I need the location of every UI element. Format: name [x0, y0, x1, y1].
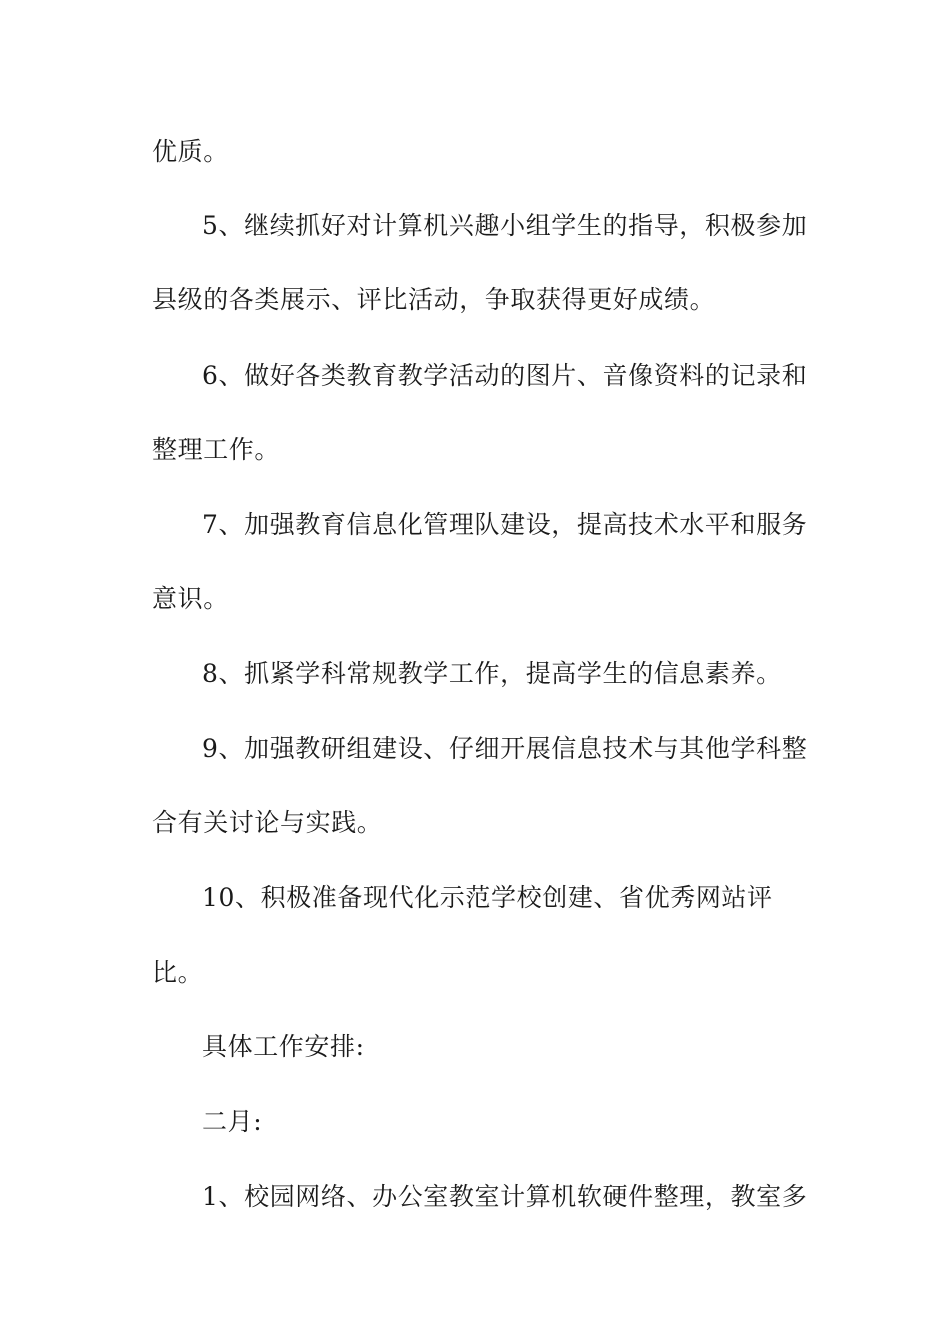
text-line: 意识。 — [152, 584, 229, 613]
subsection-heading: 二月: — [202, 1107, 263, 1136]
text-line: 5、继续抓好对计算机兴趣小组学生的指导，积极参加 — [202, 211, 808, 240]
text-line: 8、抓紧学科常规教学工作，提高学生的信息素养。 — [202, 659, 782, 688]
section-heading: 具体工作安排: — [202, 1032, 365, 1061]
text-line: 合有关讨论与实践。 — [152, 808, 383, 837]
text-line: 10、积极准备现代化示范学校创建、省优秀网站评 — [202, 883, 773, 912]
text-line: 优质。 — [152, 137, 229, 166]
text-line: 6、做好各类教育教学活动的图片、音像资料的记录和 — [202, 361, 808, 390]
text-line: 9、加强教研组建设、仔细开展信息技术与其他学科整 — [202, 734, 808, 763]
text-line: 比。 — [152, 958, 204, 987]
text-line: 县级的各类展示、评比活动，争取获得更好成绩。 — [152, 285, 716, 314]
text-line: 1、校园网络、办公室教室计算机软硬件整理，教室多 — [202, 1182, 808, 1211]
text-line: 7、加强教育信息化管理队建设，提高技术水平和服务 — [202, 510, 808, 539]
text-line: 整理工作。 — [152, 435, 281, 464]
